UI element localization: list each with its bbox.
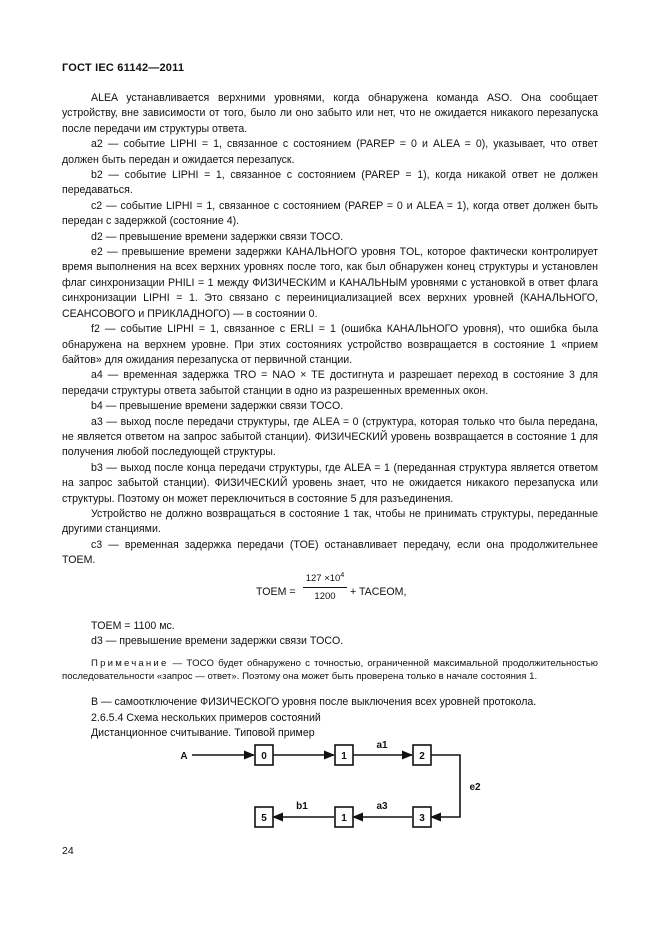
formula-numerator <box>303 573 347 585</box>
state-label-1-top: 1 <box>341 751 347 762</box>
formula-lhs: TOEM = <box>256 585 296 598</box>
paragraph: b4 — превышение времени задержки связи TOCO. <box>91 400 344 413</box>
paragraph: c3 — временная задержка передачи (TOE) останавливает передачу, если она продолжительнее TOEM. <box>62 538 598 567</box>
paragraph: f2 — событие LIPHI = 1, связанное с ERLI = 1 (ошибка КАНАЛЬНОГО уровня), что ошибка была обнаружена на верхнем уровне. При этих состояниях устройство возвращается в состояние 1 «прием байтов» для ожидания перезапуска от первичной станции. <box>62 323 598 366</box>
paragraph: a2 — событие LIPHI = 1, связанное с состоянием (PAREP = 0 и ALEA = 0), указывает, что ответ должен быть передан и ожидается перезапуск. <box>62 138 598 166</box>
formula-denominator: 1200 <box>314 590 336 602</box>
state-label-3: 3 <box>419 813 425 824</box>
transition-label-a3: a3 <box>376 801 388 812</box>
formula-numerator-base: 127 ×10 <box>305 572 341 584</box>
paragraph: B — самоотключение ФИЗИЧЕСКОГО уровня после выключения всех уровней протокола. <box>91 696 537 709</box>
transition-label-b1: b1 <box>296 801 308 812</box>
note <box>62 657 598 683</box>
paragraph: b2 — событие LIPHI = 1, связанное с состоянием (PAREP = 1), когда никакой ответ не должен передаваться. <box>62 169 598 197</box>
fraction-bar <box>303 587 347 588</box>
state-label-2: 2 <box>419 751 425 762</box>
toem-formula <box>62 573 598 619</box>
transition-label-a1: a1 <box>376 740 388 751</box>
paragraph: d3 — превышение времени задержки связи TOCO. <box>91 635 344 647</box>
formula-fraction <box>303 573 347 603</box>
paragraph: b3 — выход после конца передачи структуры, где ALEA = 1 (переданная структура является ответом на запрос забытой станции). ФИЗИЧЕСКИЙ уровень знает, что не ожидается никакого перезапуска или структуры. Поэтому он может переключиться в состояние 5 для разъединения. <box>62 461 598 505</box>
paragraph: c2 — событие LIPHI = 1, связанное с состоянием (PAREP = 0 и ALEA = 1), когда ответ должен быть передан с задержкой (состояние 4). <box>62 199 598 228</box>
paragraph: a4 — временная задержка TRO = NAO × TE достигнута и разрешает переход в состояние 3 для передачи структуры ответа забытой станции в одно из разрешенных временных окон. <box>62 369 598 397</box>
input-label: A <box>180 751 188 762</box>
formula-result: TOEM = 1100 мс. <box>91 619 175 632</box>
paragraph: Устройство не должно возвращаться в состояние 1 так, чтобы не принимать структуры, переданные другими станциями. <box>62 507 598 536</box>
state-label-0: 0 <box>261 751 267 762</box>
transition-label-e2: e2 <box>469 782 481 793</box>
edge-2-to-3 <box>431 755 460 817</box>
document-header: ГОСТ IEC 61142—2011 <box>62 62 185 74</box>
diagram-caption: Дистанционное считывание. Типовой пример <box>91 727 315 740</box>
formula-exponent: 4 <box>340 571 345 579</box>
state-label-5: 5 <box>261 813 267 824</box>
paragraph: a3 — выход после передачи структуры, где ALEA = 0 (структура, которая только что была передана, не является ответом на запрос забытой станции). ФИЗИЧЕСКИЙ уровень возвращается в состояние 1 для получения любой последующей структуры. <box>62 415 598 459</box>
formula-rhs: + TACEOM, <box>350 585 407 598</box>
state-label-1-bottom: 1 <box>341 813 347 824</box>
section-heading: 2.6.5.4 Схема нескольких примеров состояний <box>91 711 321 724</box>
paragraph: ALEA устанавливается верхними уровнями, когда обнаружена команда ASO. Она сообщает устройству, вне зависимости от того, было ли оно забыто или нет, что не ожидается никакого перезапуска после передачи им структуры ответа. <box>62 92 598 135</box>
note-label: Примечание <box>91 658 169 670</box>
paragraph: d2 — превышение времени задержки связи TOCO. <box>91 230 344 243</box>
body-text <box>62 91 598 742</box>
note-text: — TOCO будет обнаружено с точностью, ограниченной максимальной продолжительностью последовательности «запрос — ответ». Поэтому она может быть проверена только в начале состояния 1. <box>62 658 598 683</box>
state-diagram <box>150 730 510 840</box>
paragraph: e2 — превышение времени задержки КАНАЛЬНОГО уровня TOL, которое фактически контролирует время выполнения на всех верхних уровнях после того, как был обнаружен конец структуры и установлен флаг синхронизации PHILI = 1 между ФИЗИЧЕСКИМ и КАНАЛЬНЫМ уровнями с установкой в ответ флага синхронизации LIPHI = 1. Это связано с переинициализацией всех верхних уровней (КАНАЛЬНОГО, СЕАНСОВОГО и ПРИКЛАДНОГО) — в состоянии 0. <box>62 246 598 320</box>
page-number: 24 <box>62 845 74 857</box>
